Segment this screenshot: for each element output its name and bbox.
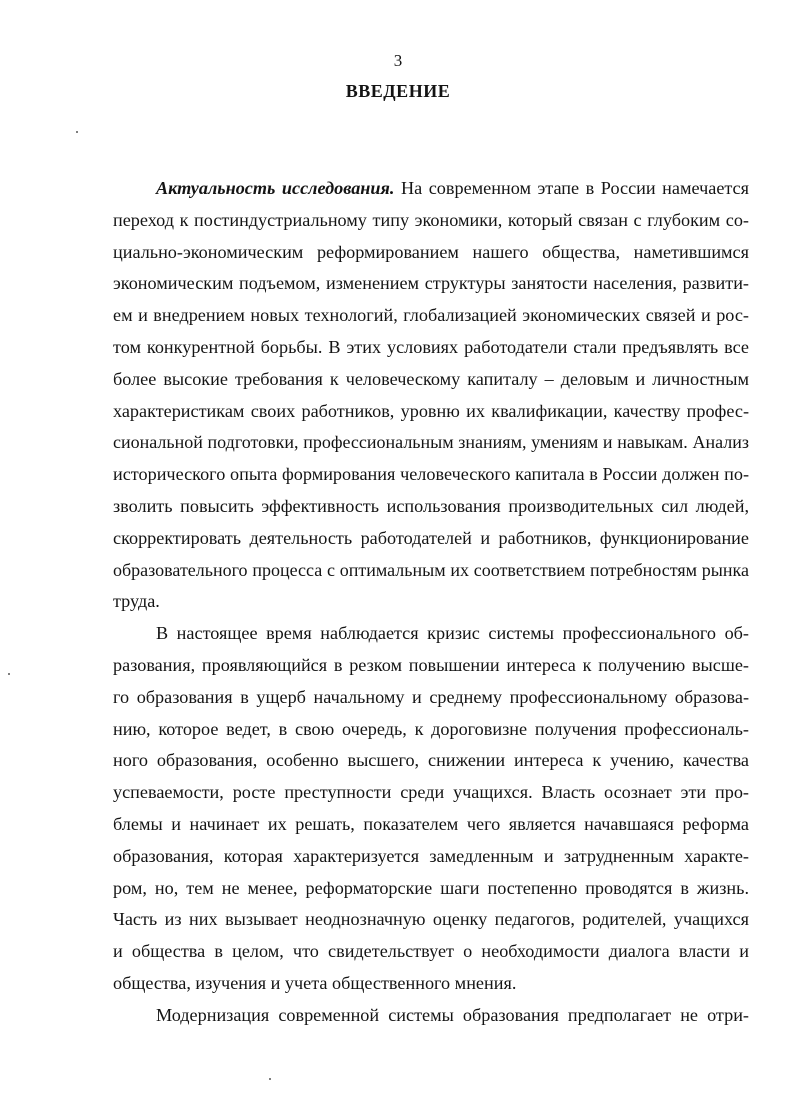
paragraph-line: труда. <box>113 591 160 612</box>
paragraph-line: разования, проявляющийся в резком повышении интереса к получению высше- <box>113 654 749 675</box>
paragraph-line: нию, которое ведет, в свою очередь, к дороговизне получения профессиональ- <box>113 718 749 739</box>
paragraph-relevance <box>113 173 749 618</box>
scan-speck <box>8 673 10 675</box>
paragraph-line: ного образования, особенно высшего, снижении интереса к учению, качества <box>113 750 749 771</box>
line-text: На современном этапе в России намечается <box>394 178 749 198</box>
paragraph-line: экономическим подъемом, изменением структуры занятости населения, развити- <box>113 273 749 294</box>
paragraph-line: скорректировать деятельность работодателей и работников, функционирование <box>113 527 749 548</box>
paragraph-line: ем и внедрением новых технологий, глобализацией экономических связей и рос- <box>113 305 749 326</box>
paragraph-line: успеваемости, росте преступности среди учащихся. Власть осознает эти про- <box>113 782 749 803</box>
page-title: ВВЕДЕНИЕ <box>345 81 451 101</box>
paragraph-line: том конкурентной борьбы. В этих условиях работодатели стали предъявлять все <box>113 336 749 357</box>
paragraph-line: общества, изучения и учета общественного мнения. <box>113 972 517 993</box>
paragraph-line: циально-экономическим реформированием нашего общества, наметившимся <box>113 241 749 262</box>
paragraph-line: и общества в целом, что свидетельствует о необходимости диалога власти и <box>113 941 749 962</box>
paragraph-line: блемы и начинает их решать, показателем чего является начавшаяся реформа <box>113 813 749 834</box>
paragraph-line: Модернизация современной системы образования предполагает не отри- <box>156 1004 749 1025</box>
paragraph-line: В настоящее время наблюдается кризис системы профессионального об- <box>156 623 749 644</box>
paragraph-line: зволить повысить эффективность использования производительных сил людей, <box>113 495 749 516</box>
paragraph-line: го образования в ущерб начальному и среднему профессиональному образова- <box>113 686 749 707</box>
scan-speck <box>269 1078 271 1080</box>
paragraph-line: более высокие требования к человеческому капиталу – деловым и личностным <box>113 368 749 389</box>
page-number: 3 <box>393 51 403 70</box>
paragraph-line <box>113 173 749 205</box>
paragraph-line: Часть из них вызывает неоднозначную оценку педагогов, родителей, учащихся <box>113 909 749 930</box>
paragraph-lead: Актуальность исследования. <box>156 178 395 198</box>
paragraph-line: образовательного процесса с оптимальным их соответствием потребностям рынка <box>113 559 749 580</box>
paragraph-line: характеристикам своих работников, уровню их квалификации, качеству профес- <box>113 400 749 421</box>
paragraph-line: ром, но, тем не менее, реформаторские шаги постепенно проводятся в жизнь. <box>113 877 749 898</box>
paragraph-line: сиональной подготовки, профессиональным знаниям, умениям и навыкам. Анализ <box>113 432 749 453</box>
body-text <box>113 173 749 1032</box>
paragraph-line: исторического опыта формирования человеческого капитала в России должен по- <box>113 464 749 485</box>
paragraph-crisis <box>113 618 749 1000</box>
paragraph-line: образования, которая характеризуется замедленным и затрудненным характе- <box>113 845 749 866</box>
paragraph-line: переход к постиндустриальному типу экономики, который связан с глубоким со- <box>113 209 749 230</box>
scan-speck <box>76 131 78 133</box>
paragraph-modernization <box>113 1000 749 1032</box>
